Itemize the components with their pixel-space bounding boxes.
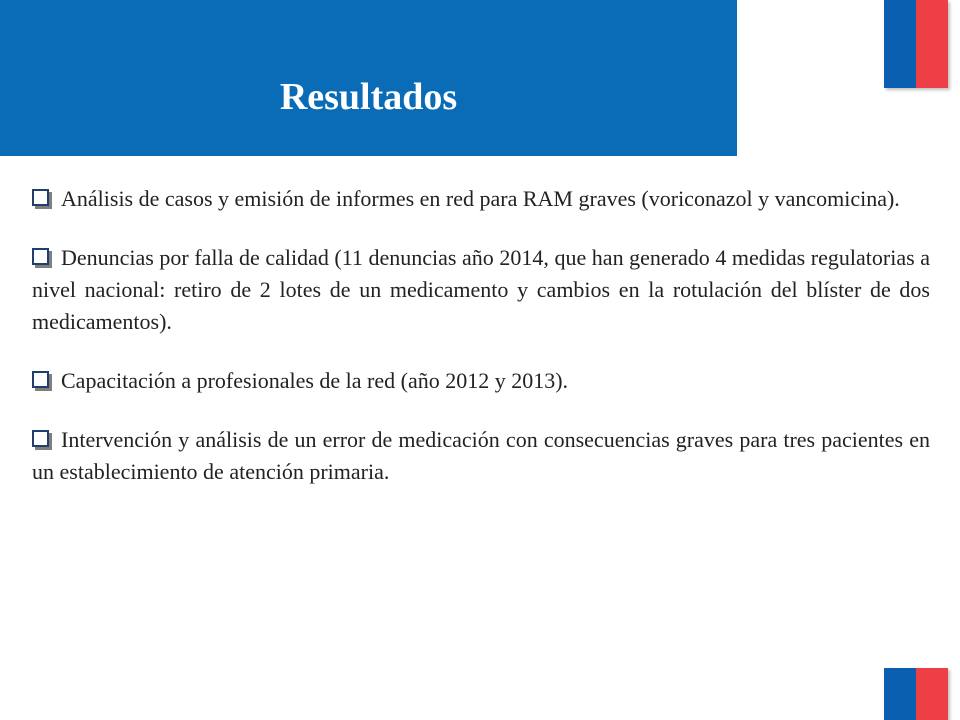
- bullet-item: [32, 183, 930, 215]
- bullet-list: [32, 183, 930, 515]
- flag-stripe-top: [884, 0, 948, 88]
- bullet-item: [32, 242, 930, 338]
- bullet-text: Denuncias por falla de calidad (11 denuncias año 2014, que han generado 4 medidas regulatorias a nivel nacional: retiro de 2 lotes de un medicamento y cambios en la rotulación del blíster de dos medicamentos).: [32, 245, 930, 334]
- bullet-text: Capacitación a profesionales de la red (año 2012 y 2013).: [61, 368, 569, 393]
- flag-red-stripe: [916, 668, 948, 720]
- checkbox-bullet-icon: [32, 189, 49, 206]
- bullet-item: [32, 365, 930, 397]
- flag-blue-stripe: [884, 0, 916, 88]
- flag-stripe-bottom: [884, 668, 948, 720]
- bullet-text: Intervención y análisis de un error de medicación con consecuencias graves para tres pacientes en un establecimiento de atención primaria.: [32, 427, 930, 484]
- bullet-text: Análisis de casos y emisión de informes en red para RAM graves (voriconazol y vancomicina).: [61, 186, 900, 211]
- flag-red-stripe: [916, 0, 948, 88]
- flag-blue-stripe: [884, 668, 916, 720]
- page-title: Resultados: [279, 76, 458, 118]
- checkbox-bullet-icon: [32, 371, 49, 388]
- checkbox-bullet-icon: [32, 430, 49, 447]
- bullet-item: [32, 424, 930, 488]
- checkbox-bullet-icon: [32, 248, 49, 265]
